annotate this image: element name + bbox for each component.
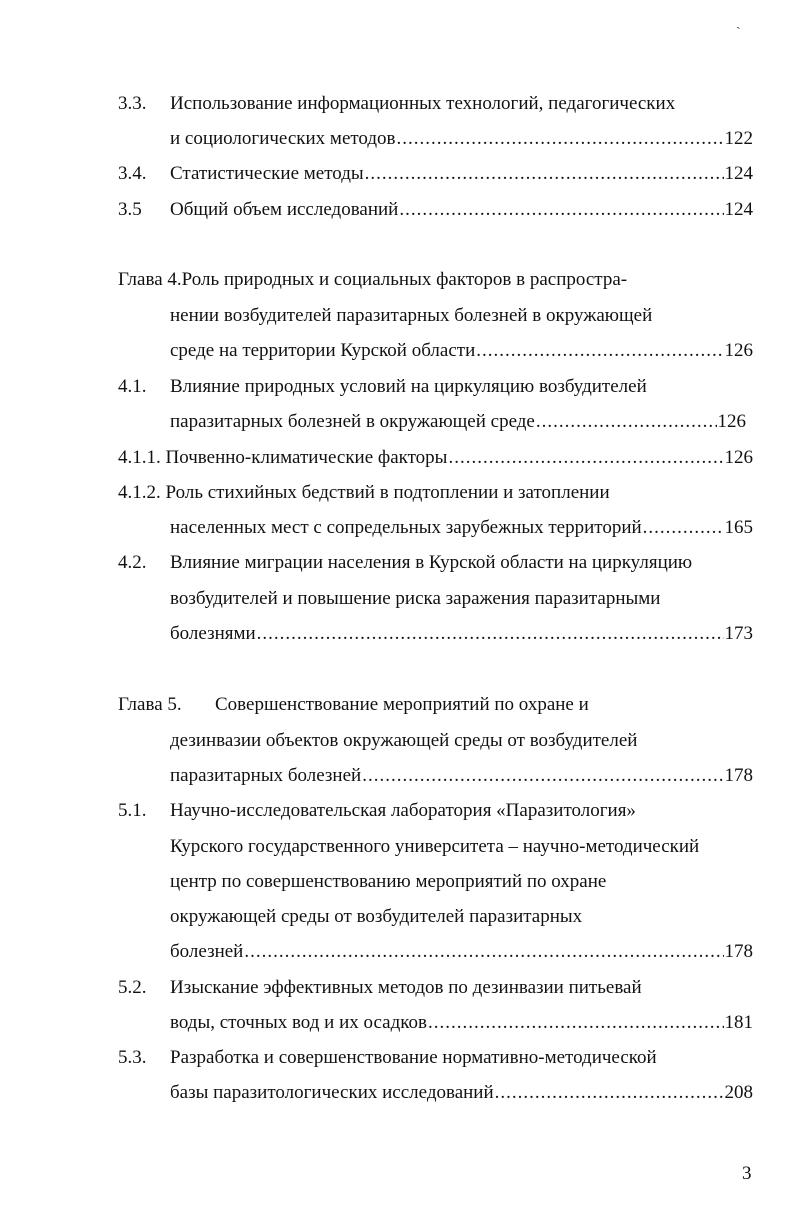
entry-page-number: 165 [724, 517, 753, 538]
toc-entry-4-1-2[interactable] [170, 516, 753, 540]
toc-entry-5-1[interactable] [170, 940, 753, 964]
entry-title-line: болезнями [170, 623, 256, 644]
entry-number: 5.2. [118, 977, 147, 998]
entry-title-line: нении возбудителей паразитарных болезней в окружающей [170, 305, 653, 326]
entry-title-line: Статистические методы [170, 163, 364, 184]
toc-entry-chapter-5[interactable] [170, 764, 753, 788]
entry-title-line: 4.1.1. Почвенно-климатические факторы [118, 447, 448, 468]
toc-entry-chapter-4[interactable] [170, 339, 753, 363]
entry-page-number: 124 [724, 163, 753, 184]
entry-title-line: паразитарных болезней [170, 765, 362, 786]
dot-leader [643, 516, 724, 540]
toc-entry-5-3[interactable] [170, 1081, 753, 1105]
entry-title-line: Разработка и совершенствование нормативно-методической [170, 1047, 657, 1068]
entry-number: 5.3. [118, 1047, 147, 1068]
entry-title-line: базы паразитологических исследований [170, 1082, 494, 1103]
entry-number: 4.2. [118, 552, 147, 573]
page-number: 3 [742, 1163, 752, 1184]
dot-leader [365, 162, 724, 186]
entry-page-number: 126 [717, 411, 746, 432]
entry-page-number: 126 [724, 447, 753, 468]
entry-title-line: Использование информационных технологий, педагогических [170, 93, 676, 114]
entry-title-line: населенных мест с сопредельных зарубежных территорий [170, 517, 642, 538]
entry-title-line: Научно-исследовательская лаборатория «Паразитология» [170, 800, 636, 821]
corner-mark: ˏ [736, 15, 741, 30]
entry-title-line: центр по совершенствованию мероприятий по охране [170, 871, 607, 892]
toc-entry-3-5[interactable] [170, 198, 753, 222]
chapter-number: Глава 5. [118, 694, 182, 715]
entry-title-line: окружающей среды от возбудителей паразитарных [170, 906, 583, 927]
dot-leader [399, 198, 723, 222]
entry-page-number: 178 [724, 765, 753, 786]
dot-leader [428, 1011, 724, 1035]
toc-entry-4-2[interactable] [170, 622, 753, 646]
entry-title-line: Изыскание эффективных методов по дезинвазии питьевай [170, 977, 642, 998]
entry-title-line: Влияние природных условий на циркуляцию возбудителей [170, 376, 647, 397]
entry-number: 3.5 [118, 199, 142, 220]
entry-page-number: 208 [724, 1082, 753, 1103]
entry-title-line: 4.1.2. Роль стихийных бедствий в подтоплении и затоплении [118, 482, 610, 503]
entry-page-number: 126 [724, 340, 753, 361]
entry-number: 5.1. [118, 800, 147, 821]
entry-page-number: 122 [724, 128, 753, 149]
dot-leader [448, 446, 723, 470]
entry-title-line: воды, сточных вод и их осадков [170, 1012, 427, 1033]
dot-leader [495, 1081, 724, 1105]
entry-number: 3.4. [118, 163, 147, 184]
entry-title-line: Общий объем исследований [170, 199, 399, 220]
dot-leader [244, 940, 723, 964]
entry-page-number: 124 [724, 199, 753, 220]
chapter-heading: Совершенствование мероприятий по охране и [215, 694, 589, 715]
entry-title-line: дезинвазии объектов окружающей среды от возбудителей [170, 730, 638, 751]
toc-entry-3-3[interactable] [170, 127, 753, 151]
toc-entry-4-1[interactable] [170, 410, 746, 434]
entry-number: 3.3. [118, 93, 147, 114]
entry-number: 4.1. [118, 376, 147, 397]
entry-title-line: Влияние миграции населения в Курской области на циркуляцию [170, 552, 693, 573]
toc-entry-5-2[interactable] [170, 1011, 753, 1035]
entry-title-line: болезней [170, 941, 244, 962]
entry-title-line: паразитарных болезней в окружающей среде [170, 411, 535, 432]
entry-title-line: и социологических методов [170, 128, 396, 149]
entry-title-line: среде на территории Курской области [170, 340, 476, 361]
dot-leader [476, 339, 723, 363]
toc-entry-4-1-1[interactable] [118, 446, 753, 470]
dot-leader [257, 622, 724, 646]
entry-page-number: 181 [724, 1012, 753, 1033]
entry-page-number: 173 [724, 623, 753, 644]
chapter-heading: Глава 4.Роль природных и социальных факторов в распростра- [118, 269, 628, 290]
entry-title-line: возбудителей и повышение риска заражения паразитарными [170, 588, 661, 609]
dot-leader [362, 764, 723, 788]
dot-leader [397, 127, 724, 151]
entry-title-line: Курского государственного университета – научно-методический [170, 836, 700, 857]
dot-leader [536, 410, 717, 434]
entry-page-number: 178 [724, 941, 753, 962]
toc-entry-3-4[interactable] [170, 162, 753, 186]
